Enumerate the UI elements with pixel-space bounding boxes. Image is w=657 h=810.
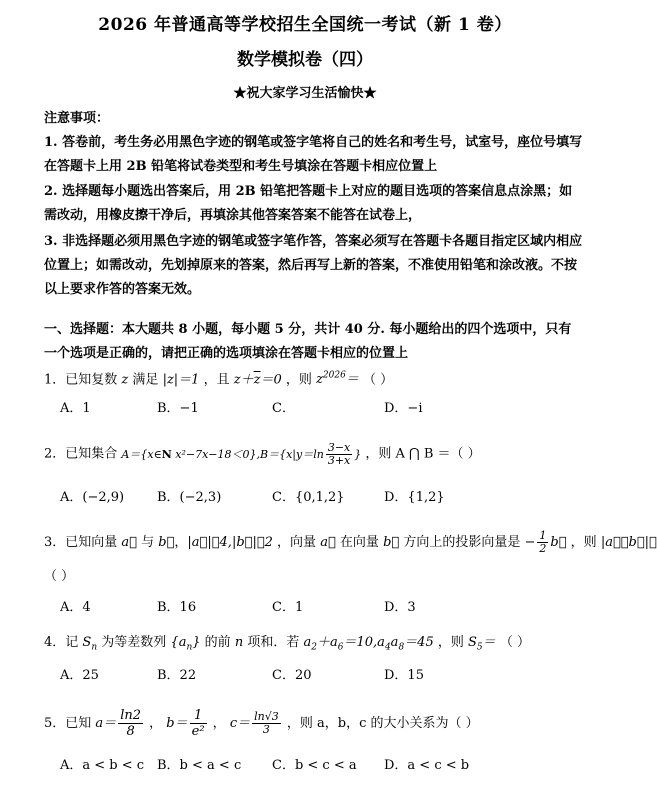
question-5	[44, 708, 589, 739]
q3-math-a: a⃗	[121, 535, 137, 550]
q3-math-b2: b⃗	[383, 535, 400, 550]
q5-end: ，则 a，b，c 的大小关系为（ ）	[286, 716, 479, 731]
q1-prefix: 1．已知复数	[44, 372, 118, 388]
q1-math-sum: $z+\overline{z}=0$	[233, 372, 282, 388]
q4-option-d[interactable]: D．15	[384, 668, 424, 683]
q3-mid5: ，则	[570, 535, 597, 550]
q1-math-power: $z^{2026}=$	[316, 371, 359, 388]
q1-mid2: ，且	[203, 372, 230, 388]
q2-math-set: A＝{x∈N x²−7x−18＜0},B＝{x|y＝ln $\frac{3-x}{3+x}$ }	[121, 441, 362, 467]
question-2	[44, 442, 589, 467]
q1-math-z: z	[121, 372, 129, 388]
q5-option-a[interactable]: A．a < b < c	[60, 758, 145, 773]
q4-option-c[interactable]: C．20	[272, 668, 312, 683]
q2-end: ，则 A ⋂ B ＝（ ）	[365, 446, 481, 462]
q5-option-b[interactable]: B．b < a < c	[157, 758, 242, 773]
q1-option-b[interactable]: B．−1	[157, 401, 199, 416]
q3-math-b: b⃗	[158, 535, 175, 550]
notice-item-2: 2. 选择题每小题选出答案后，用 2B 铅笔把答题卡上对应的题目选项的答案信息点涂黑；如需改动，用橡皮擦干净后，再填涂其他答案答案不能答在试卷上，	[44, 184, 573, 223]
notice-heading: 注意事项：	[44, 111, 110, 126]
q4-mid3: 项和．若	[247, 635, 300, 650]
question-4	[44, 632, 589, 659]
question-1	[44, 365, 589, 391]
q2-prefix: 2．已知集合	[44, 446, 118, 462]
q1-end: （ ）	[362, 372, 394, 388]
exam-subtitle: 数学模拟卷（四）	[237, 50, 373, 70]
q4-mid2: 的前	[204, 635, 231, 650]
q1-option-a[interactable]: A．1	[60, 401, 91, 416]
notice-item-1: 1. 答卷前，考生务必用黑色字迹的钢笔或签字笔将自己的姓名和考生号，试室号，座位号填写在答题卡上用 2B 铅笔将试卷类型和考生号填涂在答题卡相应位置上	[44, 135, 583, 174]
q3-math-norms: |a⃗|＝4,|b⃗|＝2	[187, 535, 273, 550]
notice-item-3: 3. 非选择题必须用黑色字迹的钢笔或签字笔作答，答案必须写在答题卡各题目指定区域内相应位置上；如需改动，先划掉原来的答案，然后再写上新的答案，不准使用铅笔和涂改液。不按以上要求作答的答案无效。	[44, 234, 583, 297]
q3-option-c[interactable]: C．1	[272, 600, 304, 615]
q5-math-a: a＝ $\frac{\ln 2}{8}$	[95, 708, 141, 739]
q2-option-b[interactable]: B．(−2,3)	[157, 490, 222, 505]
wish-line: ★祝大家学习生活愉快★	[233, 86, 377, 101]
q5-option-c[interactable]: C．b < c < a	[272, 758, 357, 773]
q1-math-abs: |z|＝1	[162, 372, 200, 388]
q1-option-c[interactable]: C．	[272, 401, 295, 416]
q1-option-d[interactable]: D．−i	[384, 401, 423, 416]
exam-title: 2026 年普通高等学校招生全国统一考试（新 1 卷）	[98, 15, 512, 35]
q1-mid1: 满足	[132, 372, 159, 388]
q4-mid1: 为等差数列	[101, 635, 167, 650]
q4-end: （ ）	[499, 635, 530, 650]
q5-mid1: ，	[149, 716, 163, 731]
q3-option-b[interactable]: B．16	[157, 600, 197, 615]
q3-mid2: ，向量	[277, 535, 317, 550]
section-heading: 一、选择题：本大题共 8 小题，每小题 5 分，共计 40 分. 每小题给出的四个选项中，只有一个选项是正确的，请把正确的选项填涂在答题卡相应的位置上	[44, 322, 572, 361]
q1-mid3: ，则	[285, 372, 312, 388]
q4-prefix: 4．记	[44, 635, 79, 650]
q2-option-a[interactable]: A．(−2,9)	[60, 490, 125, 505]
q4-option-b[interactable]: B．22	[157, 668, 197, 683]
q4-math-sn: $S_n$	[82, 635, 98, 653]
q3-option-d[interactable]: D．3	[384, 600, 416, 615]
q5-option-d[interactable]: D．a < c < b	[384, 758, 470, 773]
q4-math-cond: $a_2+a_6=10,a_4a_8=45$	[303, 635, 434, 653]
question-3: 3．已知向量 a⃗ 与 b⃗，|a⃗|＝4,|b⃗|＝2 ，向量 a⃗ 在向量 b⃗ 方向上的投影向量是 − $\frac{1}{2}$ b⃗ ，则 |a⃗＋b⃗|＝	[44, 529, 657, 555]
q3-mid1: 与	[141, 535, 155, 550]
q4-mid4: ，则	[437, 635, 464, 650]
q5-mid2: ，	[212, 716, 226, 731]
q2-option-c[interactable]: C．{0,1,2}	[272, 490, 345, 505]
q5-math-c: c＝ $\frac{\ln√3}{3}$	[229, 710, 279, 736]
q3-math-a2: a⃗	[320, 535, 336, 550]
q3-mid4: 方向上的投影向量是	[403, 535, 521, 550]
q2-option-d[interactable]: D．{1,2}	[384, 490, 445, 505]
q4-math-an: $\{a_n\}$	[170, 635, 201, 653]
q5-prefix: 5．已知	[44, 716, 92, 731]
q3-math-sum: |a⃗＋b⃗|＝	[600, 535, 657, 550]
q4-option-a[interactable]: A．25	[60, 668, 99, 683]
q3-option-a[interactable]: A．4	[60, 600, 91, 615]
q4-math-s5: $S_5=$	[468, 635, 496, 653]
q5-math-b: b＝ $\frac{1}{\text{e²}}$	[166, 708, 205, 739]
q3-mid3: 在向量	[339, 535, 379, 550]
q3-math-proj: − $\frac{1}{2}$ b⃗	[524, 529, 567, 555]
q4-math-n: n	[234, 635, 244, 650]
q3-prefix: 3．已知向量	[44, 535, 118, 550]
q3-continuation: （ ）	[44, 569, 75, 584]
